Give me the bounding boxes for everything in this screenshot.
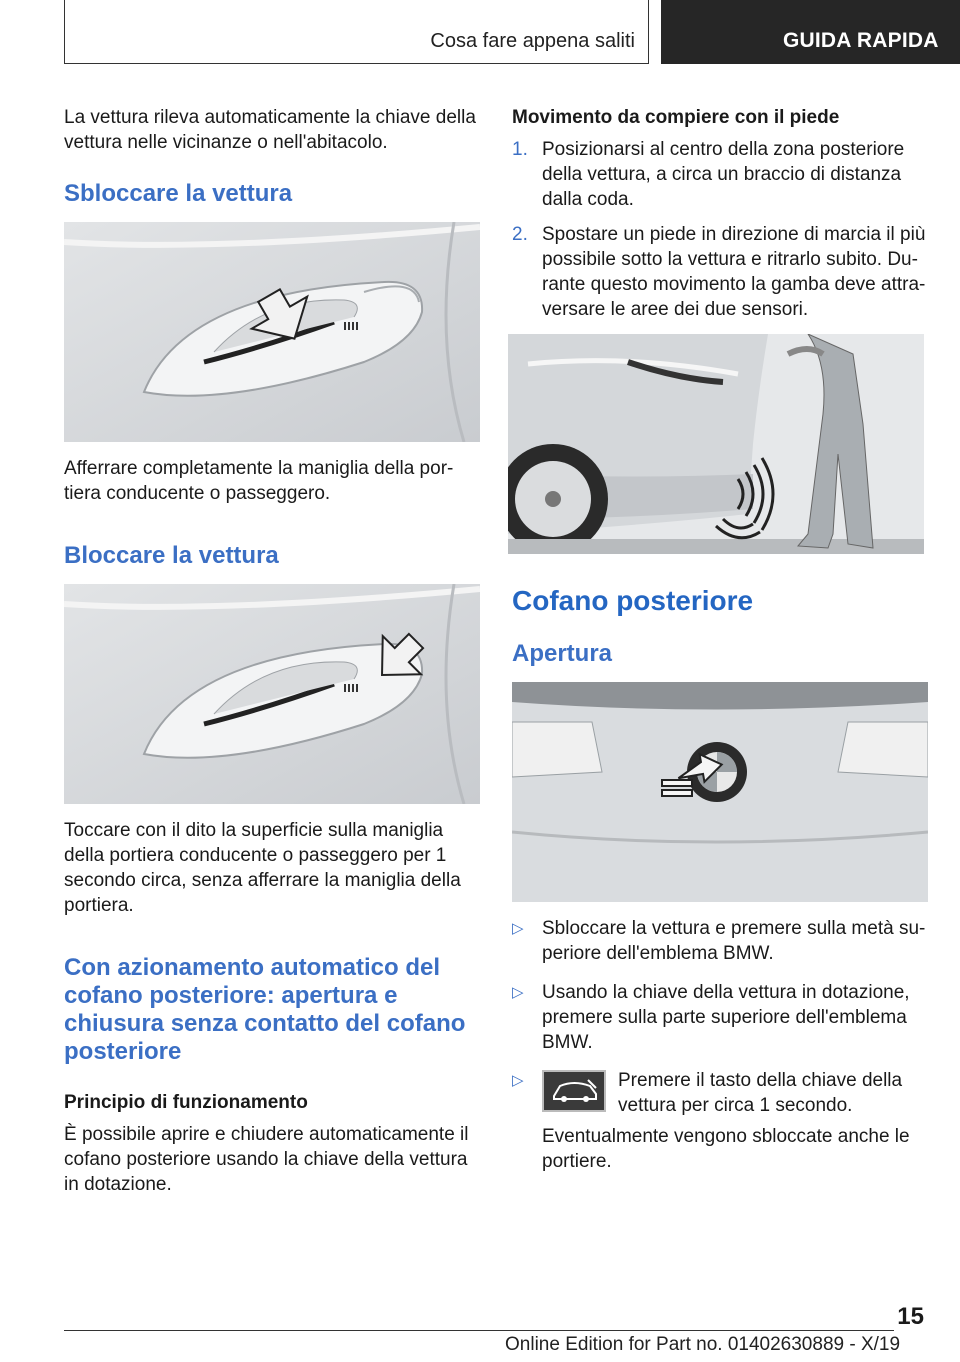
door-handle-touch-illustration xyxy=(64,584,480,804)
movement-heading: Movimento da compiere con il piede xyxy=(512,107,840,128)
door-handle-grip-illustration xyxy=(64,222,480,442)
list-item xyxy=(512,222,928,322)
lock-text: Toccare con il dito la superficie sulla maniglia della portiera conducente o passeggero per 1 secondo circa, senza afferrare la maniglia della portiera. xyxy=(64,820,461,916)
step-text: Posizionarsi al centro della zona posteriore della vettura, a circa un braccio di distanza dalla coda. xyxy=(542,139,905,210)
tailgate-heading: Cofano posteriore xyxy=(512,585,754,616)
opening-heading: Apertura xyxy=(512,640,613,667)
step-number: 1. xyxy=(512,139,528,160)
triangle-right-icon: ▷ xyxy=(512,984,524,1001)
list-item xyxy=(512,980,928,1055)
header-chapter-tab xyxy=(661,0,960,64)
unlock-text: Afferrare completamente la maniglia della por-tiera conducente o passeggero. xyxy=(64,458,454,504)
movement-steps xyxy=(512,137,928,322)
footer-rule xyxy=(64,1330,894,1331)
bmw-emblem-illustration xyxy=(512,682,928,902)
key-bullet-text: Premere il tasto della chiave della vettura per circa 1 secondo. xyxy=(618,1070,903,1116)
page-number: 15 xyxy=(897,1303,924,1330)
key-bullet-block xyxy=(512,1068,928,1118)
unlock-heading: Sbloccare la vettura xyxy=(64,180,293,207)
foot-sensor-illustration xyxy=(508,334,924,554)
principle-text: È possibile aprire e chiudere automaticamente il cofano posteriore usando la chiave della vettura in dotazione. xyxy=(64,1124,469,1195)
header-section-title: Cosa fare appena saliti xyxy=(430,30,635,52)
list-item xyxy=(512,916,928,966)
header-border-left xyxy=(64,0,65,64)
header-chapter-label: GUIDA RAPIDA xyxy=(783,29,939,52)
list-item xyxy=(512,1068,928,1118)
bullet-text: Sbloccare la vettura e premere sulla metà su-periore dell'emblema BMW. xyxy=(542,918,926,964)
car-tailgate-key-icon xyxy=(542,1070,606,1112)
header-border-bottom xyxy=(64,63,649,64)
triangle-right-icon: ▷ xyxy=(512,920,524,937)
header-border-divider xyxy=(648,0,649,64)
opening-bullets xyxy=(512,916,928,1055)
triangle-right-icon: ▷ xyxy=(512,1072,524,1089)
intro-text: La vettura rileva automaticamente la chiave della vettura nelle vicinanze o nell'abitacolo. xyxy=(64,107,476,153)
step-number: 2. xyxy=(512,224,528,245)
footer-edition: Online Edition for Part no. 01402630889 - X/19 xyxy=(505,1334,901,1355)
lock-heading: Bloccare la vettura xyxy=(64,542,279,569)
bullet-text: Usando la chiave della vettura in dotazione, premere sulla parte superiore dell'emblema BMW. xyxy=(542,982,910,1053)
list-item xyxy=(512,137,928,212)
step-text: Spostare un piede in direzione di marcia il più possibile sotto la vettura e ritrarlo subito. Du-rante questo movimento la gamba deve attra-versare le aree dei due sensori. xyxy=(542,224,926,320)
auto-tailgate-heading: Con azionamento automatico del cofano posteriore: apertura e chiusura senza contatto del cofano posteriore xyxy=(64,954,466,1065)
principle-heading: Principio di funzionamento xyxy=(64,1092,308,1113)
key-note: Eventualmente vengono sbloccate anche le portiere. xyxy=(542,1126,910,1172)
